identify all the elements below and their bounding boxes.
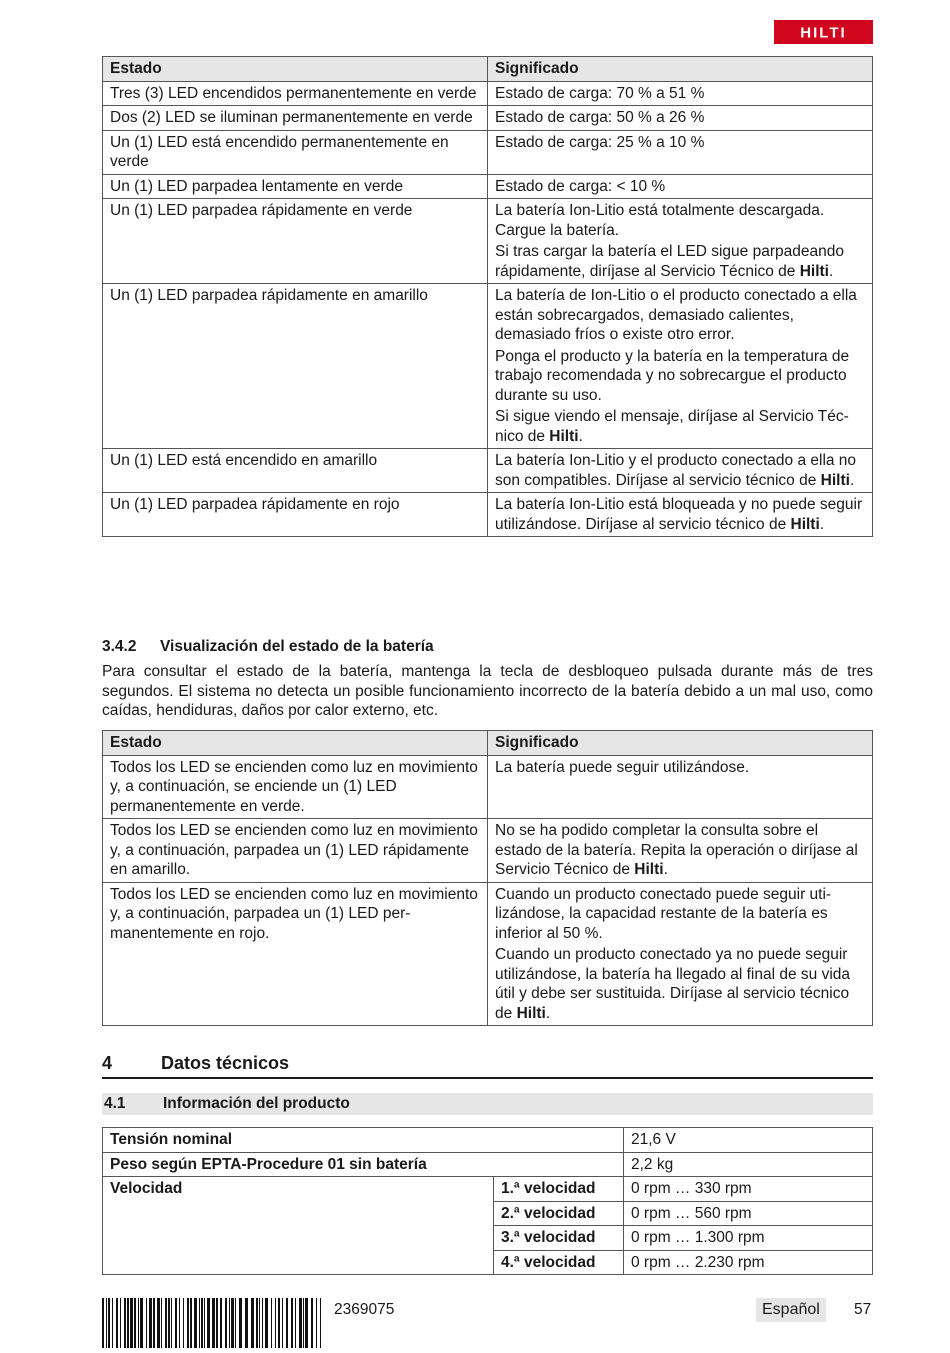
barcode-bar [256,1298,258,1348]
meaning-text: Estado de carga: 70 % a 51 % [495,84,705,102]
state-cell: Todos los LED se encienden como luz en movimiento y, a continuación, parpadea un (1) LED rápidamente en amarillo. [103,819,488,883]
meaning-paragraph [495,347,866,406]
barcode-bar [212,1298,215,1348]
speed-gear-value: 0 rpm … 330 rpm [624,1177,873,1202]
barcode-bar [146,1298,147,1348]
meaning-text: . [578,427,583,445]
weight-value: 2,2 kg [624,1152,873,1177]
weight-label: Peso según EPTA-Procedure 01 sin batería [103,1152,624,1177]
meaning-text: Estado de carga: 50 % a 26 % [495,109,705,126]
led-status-table [102,56,873,537]
barcode-bar [106,1298,107,1348]
brand-name: Hilti [549,427,579,445]
meaning-cell [488,493,873,537]
speed-gear-label: 2.ª velocidad [494,1201,624,1226]
nominal-voltage-value: 21,6 V [624,1128,873,1153]
meaning-text: . [819,515,825,533]
section-heading-4-1 [102,1093,873,1115]
barcode-bar [316,1298,317,1348]
speed-gear-label: 3.ª velocidad [494,1226,624,1251]
barcode-bar [199,1298,200,1348]
meaning-text: Estado de carga: < 10 % [495,177,666,195]
meaning-cell [488,284,873,449]
barcode-bar [187,1298,189,1348]
barcode-bar [168,1298,170,1348]
nominal-voltage-label: Tensión nominal [103,1128,624,1153]
battery-check-table [102,730,873,1026]
speed-gear-label: 4.ª velocidad [494,1250,624,1275]
meaning-text: La batería Ion-Litio y el producto conectado a ella no son compatibles. Diríjase al servicio técnico de [495,452,857,489]
barcode-bar [305,1298,308,1348]
barcode-bar [204,1298,205,1348]
meaning-text: Si tras cargar la batería el LED sigue parpadeando rápidamente, diríjase al Servicio Técnico de [495,243,844,280]
meaning-text: Cuando un producto conectado ya no puede seguir utilizándose, la batería ha llegado al final de su vida útil y debe ser sustituida. Diríjase al servicio técnico de [495,946,851,1022]
brand-name: Hilti [516,1004,546,1022]
meaning-text: . [545,1004,551,1022]
table-row [103,106,873,131]
column-header-significado: Significado [488,731,873,756]
state-cell: Todos los LED se encienden como luz en movimiento y, a continuación, se enciende un (1) LED permanentemente en verde. [103,755,488,819]
table-row [103,284,873,449]
meaning-text: La batería Ion-Litio está totalmente descargada. Cargue la batería. [495,202,825,239]
barcode-bar [207,1298,210,1348]
chapter-number: 4 [102,1053,113,1073]
language-label: Español [756,1298,826,1322]
table-row [103,174,873,199]
meaning-paragraph [495,495,866,534]
meaning-paragraph [495,177,866,197]
meaning-cell [488,882,873,1026]
barcode-bar [134,1298,136,1348]
hilti-logo [774,20,873,44]
column-header-significado: Significado [488,57,873,82]
barcode-bar [149,1298,152,1348]
table-row [103,199,873,284]
barcode-bar [271,1298,272,1348]
meaning-text: Si sigue viendo el mensaje, diríjase al Servicio Técnico de [495,408,849,445]
barcode-image [102,1298,323,1348]
meaning-paragraph [495,84,866,104]
state-cell: Un (1) LED está encendido en amarillo [103,449,488,493]
barcode-bar [153,1298,155,1348]
meaning-text: No se ha podido completar la consulta sobre el estado de la batería. Repita la operación o diríjase al Servicio Técnico de [495,822,858,878]
meaning-text: Estado de carga: 25 % a 10 % [495,133,705,151]
column-header-estado: Estado [103,57,488,82]
table-row [103,81,873,106]
meaning-cell [488,755,873,819]
speed-gear-value: 0 rpm … 2.230 rpm [624,1250,873,1275]
speed-gear-value: 0 rpm … 1.300 rpm [624,1226,873,1251]
table-row [103,1152,873,1177]
brand-name: Hilti [634,861,664,878]
barcode-bar [311,1298,313,1348]
barcode-bar [130,1298,133,1348]
barcode-bar [275,1298,276,1348]
meaning-paragraph [495,758,866,778]
meaning-paragraph [495,945,866,1023]
meaning-text: . [849,471,855,489]
barcode-bar [225,1298,227,1348]
section-heading-3-4-2 [102,638,434,656]
column-header-estado: Estado [103,731,488,756]
barcode-bar [262,1298,263,1348]
meaning-paragraph [495,108,866,128]
product-info-table [102,1127,873,1275]
meaning-paragraph [495,885,866,944]
meaning-paragraph [495,821,866,880]
barcode-bar [140,1298,143,1348]
meaning-cell [488,81,873,106]
barcode-bar [116,1298,118,1348]
section-number: 4.1 [104,1095,126,1112]
barcode-bar [320,1298,321,1348]
barcode-bar [179,1298,180,1348]
meaning-text: Ponga el producto y la batería en la temperatura de trabajo recomendada y no sobrecargue el producto durante su uso. [495,347,850,404]
section-title: Información del producto [163,1095,350,1112]
section-title: Visualización del estado de la batería [160,638,434,655]
brand-name: Hilti [799,262,829,280]
meaning-cell [488,174,873,199]
barcode-bar [220,1298,222,1348]
table-row [103,130,873,174]
barcode-bar [165,1298,167,1348]
meaning-paragraph [495,451,866,490]
barcode-bar [120,1298,121,1348]
speed-label: Velocidad [103,1177,494,1275]
barcode-bar [108,1298,110,1348]
barcode-bar [216,1298,218,1348]
meaning-text: . [828,262,834,280]
barcode-bar [259,1298,260,1348]
meaning-text: Cuando un producto conectado puede seguir utilizándose, la capacidad restante de la batería es inferior al 50 %. [495,885,832,942]
state-cell: Dos (2) LED se iluminan permanentemente en verde [103,106,488,131]
section-paragraph: Para consultar el estado de la batería, mantenga la tecla de desbloqueo pulsada durante más de tres segundos. El sistema no detecta un posible funcionamiento incorrecto de la batería debido a un mal uso, como caídas, hendiduras, daños por calor externo, etc. [102,663,873,719]
meaning-cell [488,449,873,493]
meaning-paragraph [495,201,866,240]
barcode-bar [194,1298,197,1348]
state-cell: Un (1) LED está encendido permanentemente en verde [103,130,488,174]
barcode-bar [229,1298,230,1348]
meaning-cell [488,199,873,284]
meaning-text: . [663,861,668,878]
page-number: 57 [854,1301,872,1318]
table-row [103,882,873,1026]
table-row [103,1177,873,1202]
barcode-bar [235,1298,236,1348]
barcode-bar [286,1298,288,1348]
barcode-bar [299,1298,302,1348]
barcode-bar [278,1298,280,1348]
brand-name: Hilti [790,515,820,533]
barcode-bar [175,1298,177,1348]
barcode-bar [303,1298,304,1348]
meaning-cell [488,106,873,131]
barcode-bar [102,1298,104,1348]
barcode-bar [112,1298,113,1348]
state-cell: Tres (3) LED encendidos permanentemente en verde [103,81,488,106]
meaning-cell [488,819,873,883]
barcode-bar [282,1298,283,1348]
barcode-bar [171,1298,172,1348]
document-code: 2369075 [334,1301,395,1318]
table-row [103,819,873,883]
state-cell: Todos los LED se encienden como luz en movimiento y, a continuación, parpadea un (1) LED permanentemente en rojo. [103,882,488,1026]
meaning-cell [488,130,873,174]
chapter-title: Datos técnicos [161,1053,290,1073]
logo-text: HILTI [800,24,847,42]
state-cell: Un (1) LED parpadea lentamente en verde [103,174,488,199]
meaning-paragraph [495,242,866,281]
barcode-bar [157,1298,160,1348]
chapter-heading-4 [102,1053,873,1079]
barcode-bar [239,1298,242,1348]
barcode-bar [127,1298,129,1348]
barcode-bar [183,1298,184,1348]
barcode-bar [295,1298,296,1348]
barcode-bar [138,1298,139,1348]
barcode-bar [190,1298,192,1348]
meaning-paragraph [495,407,866,446]
table-row [103,493,873,537]
meaning-text: La batería Ion-Litio está bloqueada y no puede seguir utilizándose. Diríjase al servicio técnico de [495,496,863,533]
speed-gear-value: 0 rpm … 560 rpm [624,1201,873,1226]
meaning-text: La batería de Ion-Litio o el producto conectado a ella están sobrecargados, demasiado calientes, demasiado fríos o existe otro error. [495,287,857,343]
barcode-bar [265,1298,268,1348]
table-row [103,449,873,493]
state-cell: Un (1) LED parpadea rápidamente en rojo [103,493,488,537]
barcode-bar [201,1298,203,1348]
table-row [103,1128,873,1153]
meaning-text: La batería puede seguir utilizándose. [495,758,750,776]
state-cell: Un (1) LED parpadea rápidamente en amarillo [103,284,488,449]
state-cell: Un (1) LED parpadea rápidamente en verde [103,199,488,284]
barcode-bar [291,1298,293,1348]
table-row [103,755,873,819]
barcode-bar [161,1298,162,1348]
speed-gear-label: 1.ª velocidad [494,1177,624,1202]
meaning-paragraph [495,133,866,153]
meaning-paragraph [495,286,866,345]
section-number: 3.4.2 [102,638,137,655]
barcode-bar [124,1298,126,1348]
barcode-bar [231,1298,234,1348]
barcode-bar [251,1298,254,1348]
brand-name: Hilti [820,471,850,489]
barcode-bar [245,1298,248,1348]
